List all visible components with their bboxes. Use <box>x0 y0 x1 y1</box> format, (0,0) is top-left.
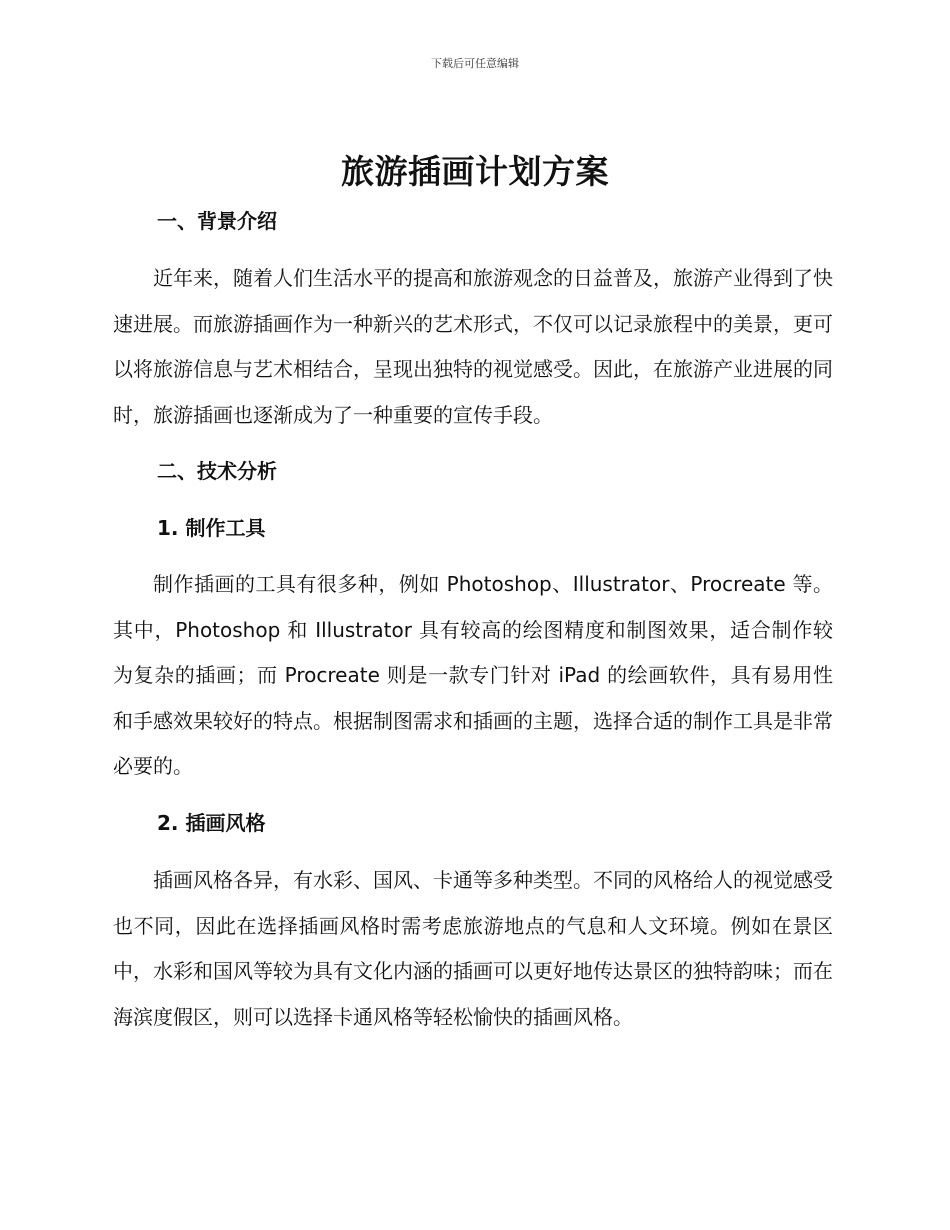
subsection-heading-style: 2. 插画风格 <box>157 811 266 835</box>
subsection-heading-tools: 1. 制作工具 <box>157 516 266 540</box>
paragraph-background: 近年来，随着人们生活水平的提高和旅游观念的日益普及，旅游产业得到了快速进展。而旅游插画作为一种新兴的艺术形式，不仅可以记录旅程中的美景，更可以将旅游信息与艺术相结合，呈现出独特的视觉感受。因此，在旅游产业进展的同时，旅游插画也逐渐成为了一种重要的宣传手段。 <box>113 266 833 427</box>
paragraph-tools: 制作插画的工具有很多种，例如 Photoshop、Illustrator、Procreate 等。其中，Photoshop 和 Illustrator 具有较高的绘图精度和制图效果，适合制作较为复杂的插画；而 Procreate 则是一款专门针对 iPad 的绘画软件，具有易用性和手感效果较好的特点。根据制图需求和插画的主题，选择合适的制作工具是非常必要的。 <box>113 572 833 778</box>
document-title: 旅游插画计划方案 <box>341 152 609 191</box>
page-header-note: 下载后可任意编辑 <box>431 57 519 70</box>
paragraph-style: 插画风格各异，有水彩、国风、卡通等多种类型。不同的风格给人的视觉感受也不同，因此在选择插画风格时需考虑旅游地点的气息和人文环境。例如在景区中，水彩和国风等较为具有文化内涵的插画可以更好地传达景区的独特韵味；而在海滨度假区，则可以选择卡通风格等轻松愉快的插画风格。 <box>113 868 833 1029</box>
section-heading-technical-analysis: 二、技术分析 <box>157 459 277 483</box>
section-heading-background: 一、背景介绍 <box>157 209 277 233</box>
